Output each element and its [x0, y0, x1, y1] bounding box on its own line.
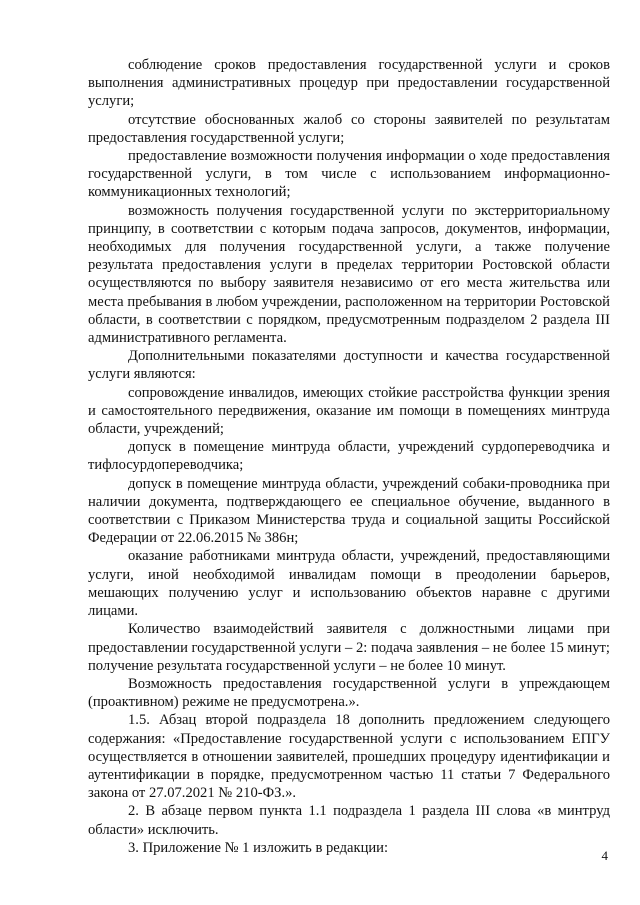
paragraph-escort-disabled: сопровождение инвалидов, имеющих стойкие расстройства функции зрения и самостоятельного передвижения, оказание им помощи в помещениях минтруда области, учреждений; — [88, 384, 610, 438]
paragraph-additional-indicators: Дополнительными показателями доступности и качества государственной услуги являются: — [88, 348, 610, 383]
paragraph-no-complaints: отсутствие обоснованных жалоб со стороны заявителей по результатам предоставления государственной услуги; — [88, 111, 610, 146]
paragraph-amendment-2: 2. В абзаце первом пункта 1.1 подраздела 1 раздела III слова «в минтруд области» исключить. — [88, 803, 610, 838]
paragraph-interactions-count: Количество взаимодействий заявителя с должностными лицами при предоставлении государственной услуги – 2: подача заявления – не более 15 минут; получение результата государственной услуги – не более 10 минут. — [88, 621, 610, 674]
paragraph-progress-info: предоставление возможности получения информации о ходе предоставления государственной услуги, в том числе с использованием информационно-коммуникационных технологий; — [88, 148, 610, 201]
document-body — [88, 56, 610, 857]
paragraph-amendment-3: 3. Приложение № 1 изложить в редакции: — [128, 839, 389, 856]
page-number: 4 — [601, 848, 608, 863]
paragraph-sign-interpreter: допуск в помещение минтруда области, учреждений сурдопереводчика и тифлосурдопереводчика; — [88, 439, 610, 474]
paragraph-extraterritorial: возможность получения государственной услуги по экстерриториальному принципу, в соответствии с которым подача запросов, документов, информации, необходимых для получения государственной услуги, а также получение результата предоставления услуги в пределах территории Ростовской области осуществляются по выбору заявителя независимо от его места жительства или места пребывания в любом учреждении, расположенном на территории Ростовской области, в соответствии с порядком, предусмотренным подразделом 2 раздела III административного регламента. — [88, 202, 610, 347]
paragraph-service-deadlines: соблюдение сроков предоставления государственной услуги и сроков выполнения административных процедур при предоставлении государственной услуги; — [88, 57, 610, 110]
paragraph-proactive-mode: Возможность предоставления государственной услуги в упреждающем (проактивном) режиме не предусмотрена.». — [88, 675, 610, 711]
paragraph-amendment-1-5: 1.5. Абзац второй подраздела 18 дополнить предложением следующего содержания: «Предоставление государственной услуги с использованием ЕПГУ осуществляется в отношении заявителей, прошедших процедуру идентификации и аутентификации в порядке, предусмотренном частью 11 статьи 7 Федерального закона от 27.07.2021 № 210-ФЗ.». — [88, 712, 610, 802]
paragraph-guide-dog: допуск в помещение минтруда области, учреждений собаки-проводника при наличии документа, подтверждающего ее специальное обучение, выданного в соответствии с Приказом Министерства труда и социальной защиты Российской Федерации от 22.06.2015 № 386н; — [88, 475, 610, 547]
paragraph-staff-assistance: оказание работниками минтруда области, учреждений, предоставляющими услуги, иной необходимой инвалидам помощи в преодолении барьеров, мешающих получению услуг и использованию объектов наравне с другими лицами. — [88, 548, 610, 620]
